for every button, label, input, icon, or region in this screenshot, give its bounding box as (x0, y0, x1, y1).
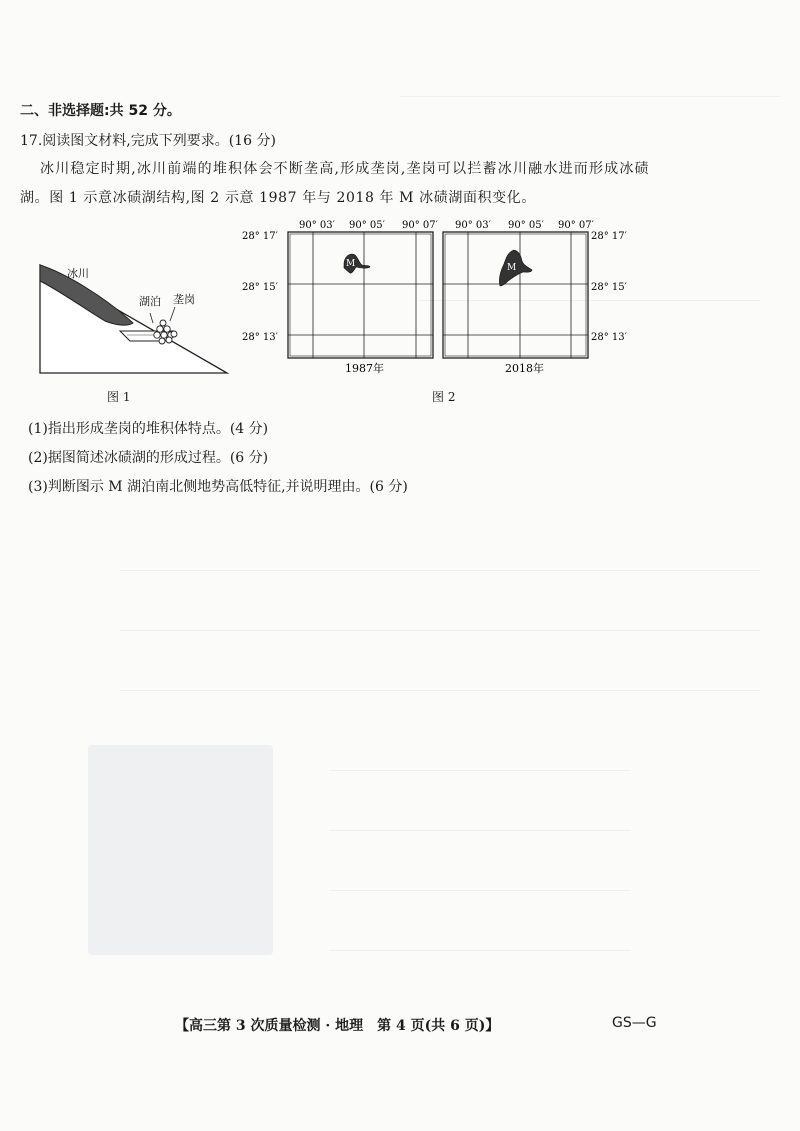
map-1987-grid (288, 232, 433, 358)
question-paragraph-line-2: 湖。图 1 示意冰碛湖结构,图 2 示意 1987 年与 2018 年 M 冰碛湖面积变化。 (20, 190, 536, 206)
figure-1-caption: 图 1 (107, 390, 131, 404)
lon-label-left-3: 90° 07′ (402, 220, 438, 231)
ridge-label: 垄岗 (173, 293, 195, 306)
lon-label-right-2: 90° 05′ (508, 220, 544, 231)
figure-2-maps (240, 214, 640, 374)
year-label-2018: 2018年 (505, 362, 544, 374)
lake-m-1987-label: M (346, 259, 356, 269)
question-header: 17.阅读图文材料,完成下列要求。(16 分) (20, 133, 276, 149)
lake-m-2018-label: M (507, 263, 517, 273)
lat-label-right-1: 28° 17′ (591, 231, 627, 242)
sub-question-3: (3)判断图示 M 湖泊南北侧地势高低特征,并说明理由。(6 分) (28, 479, 408, 495)
lat-label-right-2: 28° 15′ (591, 282, 627, 293)
paper-code: GS—G (612, 1015, 657, 1031)
section-title: 二、非选择题:共 52 分。 (20, 103, 181, 119)
lat-label-left-2: 28° 15′ (242, 282, 278, 293)
lon-label-right-1: 90° 03′ (455, 220, 491, 231)
question-paragraph-line-1: 冰川稳定时期,冰川前端的堆积体会不断垄高,形成垄岗,垄岗可以拦蓄冰川融水进而形成冰碛 (40, 161, 650, 177)
figure-2-caption: 图 2 (432, 390, 456, 404)
lat-label-left-1: 28° 17′ (242, 231, 278, 242)
lat-label-right-3: 28° 13′ (591, 332, 627, 343)
lon-label-left-1: 90° 03′ (299, 220, 335, 231)
sub-question-2: (2)据图简述冰碛湖的形成过程。(6 分) (28, 450, 269, 466)
sub-question-1: (1)指出形成垄岗的堆积体特点。(4 分) (28, 421, 269, 437)
glacier-label: 冰川 (67, 267, 89, 280)
year-label-1987: 1987年 (345, 362, 384, 374)
page-footer: 【高三第 3 次质量检测 · 地理 第 4 页(共 6 页)】 (175, 1018, 500, 1034)
lon-label-right-3: 90° 07′ (558, 220, 594, 231)
lon-label-left-2: 90° 05′ (349, 220, 385, 231)
figure-1-diagram (35, 255, 235, 380)
lake-label: 湖泊 (139, 295, 161, 308)
lat-label-left-3: 28° 13′ (242, 332, 278, 343)
